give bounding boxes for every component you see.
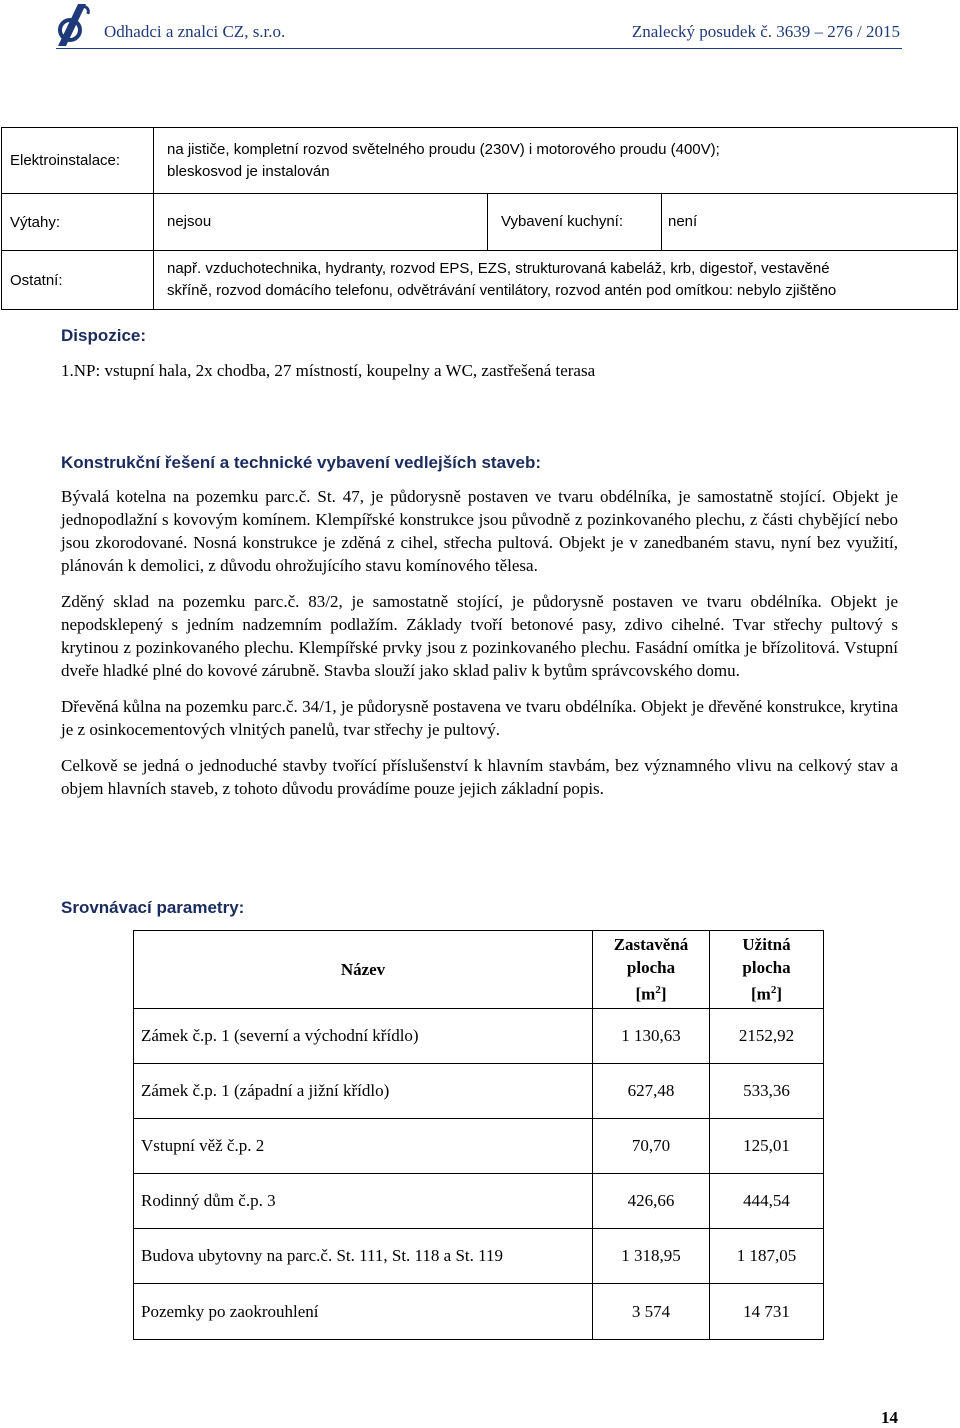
row-uzitna: 125,01 — [710, 1119, 824, 1174]
konstrukce-text — [61, 485, 898, 800]
elektro-value-line-1: na jističe, kompletní rozvod světelného proudu (230V) i motorového proudu (400V); — [167, 140, 720, 158]
comparison-header-row — [134, 931, 824, 1009]
row-name: Vstupní věž č.p. 2 — [134, 1119, 593, 1174]
header-zastavena — [593, 931, 710, 1009]
header-company: Odhadci a znalci CZ, s.r.o. — [104, 22, 286, 41]
vytahy-label: Výtahy: — [2, 194, 154, 251]
kuchyn-value: není — [662, 194, 958, 251]
paragraph-celkove: Celkově se jedná o jednoduché stavby tvořící příslušenství k hlavním stavbám, bez významného vlivu na celkový stav a objem hlavních staveb, z tohoto důvodu provádíme pouze jejich základní popis. — [61, 756, 898, 798]
table-row — [134, 1229, 824, 1284]
row-zastavena: 70,70 — [593, 1119, 710, 1174]
vytahy-value: nejsou — [154, 194, 488, 251]
header-zastavena-line-2: plocha — [626, 958, 676, 978]
row-name: Budova ubytovny na parc.č. St. 111, St. 118 a St. 119 — [134, 1229, 593, 1284]
row-name: Zámek č.p. 1 (severní a východní křídlo) — [134, 1009, 593, 1064]
elektro-value — [154, 128, 958, 194]
table-row — [134, 1009, 824, 1064]
ostatni-value-line-2: skříně, rozvod domácího telefonu, odvětrávání ventilátory, rozvod antén pod omítkou: nebylo zjištěno — [167, 282, 837, 299]
header-zastavena-line-1: Zastavěná — [613, 935, 689, 955]
ostatni-value-line-1: např. vzduchotechnika, hydranty, rozvod EPS, EZS, strukturovaná kabeláž, krb, digestoř, vestavěné — [167, 260, 830, 277]
row-name: Pozemky po zaokrouhlení — [134, 1284, 593, 1340]
row-zastavena: 1 318,95 — [593, 1229, 710, 1284]
row-uzitna: 1 187,05 — [710, 1229, 824, 1284]
header-divider — [56, 48, 902, 49]
ostatni-value — [154, 251, 958, 310]
equipment-table — [1, 127, 958, 310]
header-report-number: Znalecký posudek č. 3639 – 276 / 2015 — [631, 22, 900, 41]
row-name: Rodinný dům č.p. 3 — [134, 1174, 593, 1229]
srovnavaci-title: Srovnávací parametry: — [61, 898, 245, 917]
row-uzitna: 14 731 — [710, 1284, 824, 1340]
paragraph-sklad: Zděný sklad na pozemku parc.č. 83/2, je samostatně stojící, je půdorysně postaven ve tvaru obdélníka. Objekt je nepodsklepený s jedním nadzemním podlažím. Základy tvoří betonové pasy, zdivo cihelné. Tvar střechy pultový s krytinou z pozinkovaného plechu. Klempířské prvky jsou z pozinkovaného plechu. Fasádní omítka je břízolitová. Vstupní dveře hladké plné do kovové zárubně. Stavba slouží jako sklad paliv k bytům správcovského domu. — [61, 592, 898, 680]
row-uzitna: 533,36 — [710, 1064, 824, 1119]
konstrukce-title: Konstrukční řešení a technické vybavení vedlejších staveb: — [61, 453, 541, 472]
row-zastavena: 426,66 — [593, 1174, 710, 1229]
header-uzitna-unit: $[m^2]$ — [751, 984, 782, 1004]
table-row — [134, 1174, 824, 1229]
row-zastavena: 1 130,63 — [593, 1009, 710, 1064]
row-uzitna: 444,54 — [710, 1174, 824, 1229]
header-uzitna-line-1: Užitná — [742, 935, 791, 955]
company-logo-icon — [56, 2, 92, 46]
dispozice-text: 1.NP: vstupní hala, 2x chodba, 27 místností, koupelny a WC, zastřešená terasa — [61, 361, 596, 380]
header-uzitna — [710, 931, 824, 1009]
table-row — [134, 1119, 824, 1174]
paragraph-kulna: Dřevěná kůlna na pozemku parc.č. 34/1, je půdorysně postavena ve tvaru obdélníka. Objekt je dřevěné konstrukce, krytina je z osinkocementových vlnitých panelů, tvar střechy je pultový. — [61, 697, 898, 739]
comparison-table — [133, 930, 824, 1340]
table-row — [134, 1064, 824, 1119]
row-name: Zámek č.p. 1 (západní a jižní křídlo) — [134, 1064, 593, 1119]
paragraph-kotelna: Bývalá kotelna na pozemku parc.č. St. 47, je půdorysně postaven ve tvaru obdélníka, je samostatně stojící. Objekt je jednopodlažní s kovovým komínem. Klempířské konstrukce jsou původně z pozinkovaného plechu, z části chybějící nebo jsou zkorodované. Nosná konstrukce je zděná z cihel, střecha pultová. Objekt je v zanedbaném stavu, nyní bez využití, plánován k demolici, z důvodu ohrožujícího stavu komínového tělesa. — [61, 487, 898, 575]
header-name: Název — [134, 931, 593, 1009]
table-row — [134, 1284, 824, 1340]
elektro-value-line-2: bleskosvod je instalován — [167, 162, 330, 180]
header-uzitna-line-2: plocha — [742, 958, 791, 978]
header-zastavena-unit: $[m^2]$ — [635, 984, 667, 1004]
kuchyn-label: Vybavení kuchyní: — [488, 194, 662, 251]
row-zastavena: 627,48 — [593, 1064, 710, 1119]
row-uzitna: 2152,92 — [710, 1009, 824, 1064]
row-zastavena: 3 574 — [593, 1284, 710, 1340]
ostatni-label: Ostatní: — [2, 251, 154, 310]
elektro-label: Elektroinstalace: — [2, 128, 154, 194]
dispozice-title: Dispozice: — [61, 326, 147, 345]
page-number: 14 — [881, 1408, 898, 1427]
page-header — [0, 0, 960, 56]
